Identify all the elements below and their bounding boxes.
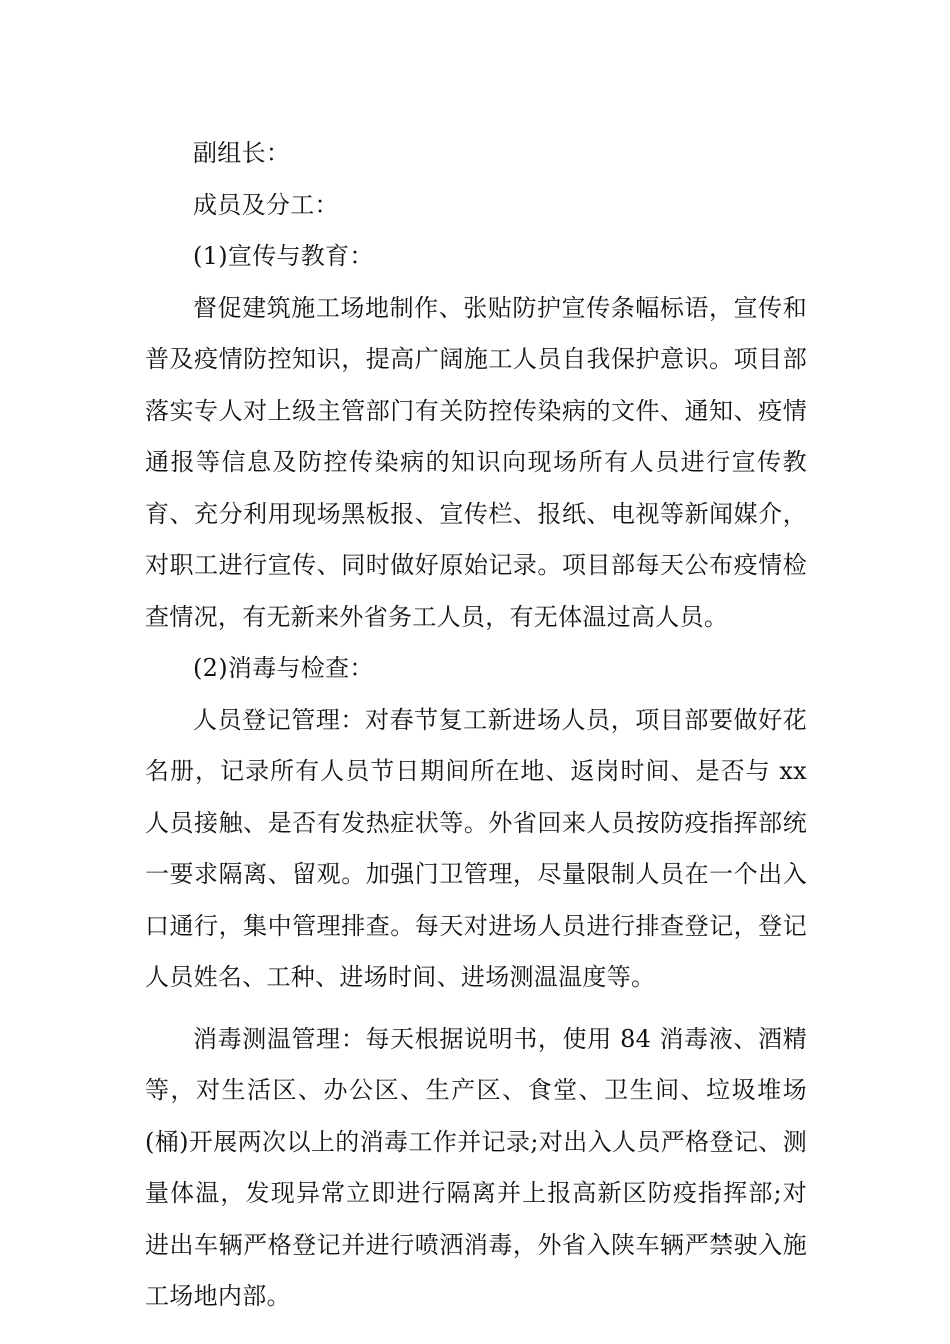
paragraph-publicity-body: 督促建筑施工场地制作、张贴防护宣传条幅标语，宣传和普及疫情防控知识，提高广阔施工人员自我保护意识。项目部落实专人对上级主管部门有关防控传染病的文件、通知、疫情通报等信息及防控传染病的知识向现场所有人员进行宣传教育、充分利用现场黑板报、宣传栏、报纸、电视等新闻媒介，对职工进行宣传、同时做好原始记录。项目部每天公布疫情检查情况，有无新来外省务工人员，有无体温过高人员。 — [145, 293, 807, 631]
paragraph-heading-publicity: (1)宣传与教育： — [193, 242, 374, 270]
paragraph-heading-disinfection: (2)消毒与检查： — [193, 654, 374, 682]
paragraph-disinfection-body: 消毒测温管理：每天根据说明书，使用 84 消毒液、酒精等，对生活区、办公区、生产区、食堂、卫生间、垃圾堆场(桶)开展两次以上的消毒工作并记录;对出入人员严格登记、测量体温，发现异常立即进行隔离并上报高新区防疫指挥部;对进出车辆严格登记并进行喷洒消毒，外省入陕车辆严禁驶入施工场地内部。 — [145, 1024, 807, 1310]
paragraph-members: 成员及分工： — [193, 190, 339, 219]
paragraph-registration-body: 人员登记管理：对春节复工新进场人员，项目部要做好花名册，记录所有人员节日期间所在地、返岗时间、是否与 xx 人员接触、是否有发热症状等。外省回来人员按防疫指挥部统一要求隔离、留观。加强门卫管理，尽量限制人员在一个出入口通行，集中管理排查。每天对进场人员进行排查登记，登记人员姓名、工种、进场时间、进场测温温度等。 — [145, 705, 807, 991]
paragraph-deputy-leader: 副组长： — [193, 139, 291, 167]
document-body — [145, 128, 807, 1323]
